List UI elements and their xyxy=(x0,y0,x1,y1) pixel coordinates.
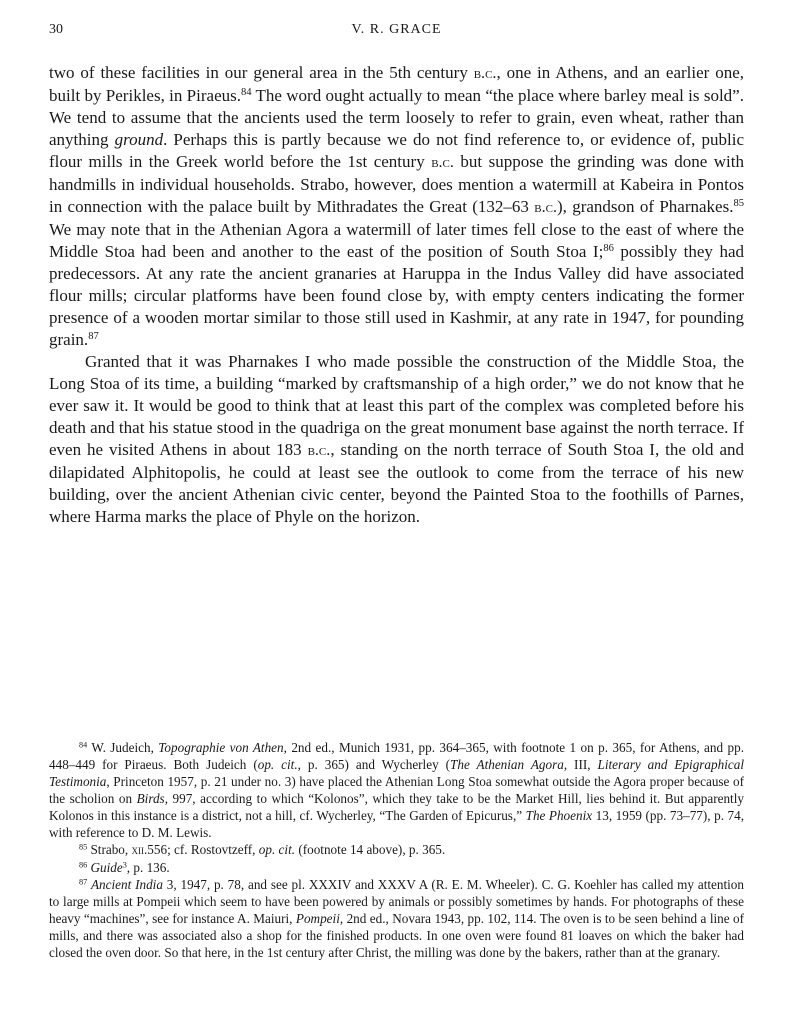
footnote-85: $^{85}$ Strabo, xii.556; cf. Rostovtzeff, op. cit. (footnote 14 above), p. 365. xyxy=(79,842,446,857)
page-number: 30 xyxy=(49,22,63,37)
footnote-ref-87: 87 xyxy=(88,331,99,343)
paragraph-2: Granted that it was Pharnakes I who made possible the construction of the Middle Stoa, the Long Stoa of its time, a building “marked by craftsmanship of a high order,” we do not know that he ever saw it. It would be good to think that at least this part of the complex was completed before his death and that his statue stood in the quadriga on the great monument base against the north terrace. If even he visited Athens in about 183 b.c., standing on the north terrace of South Stoa I, the old and dilapidated Alphitopolis, he could at least see the outlook to come from the terrace of his new building, over the ancient Athenian civic center, beyond the Painted Stoa to the foothills of Parnes, where Harma marks the place of Phyle on the horizon. xyxy=(49,352,744,526)
footnote-ref-85: 85 xyxy=(733,198,744,210)
running-head: V. R. GRACE xyxy=(351,22,442,37)
footnote-87: $^{87}$ Ancient India 3, 1947, p. 78, and see pl. XXXIV and XXXV A (R. E. M. Wheeler). C. G. Koehler has called my attention to large mills at Pompeii which seem to have been powered by animals or possibly sometimes by hands. For photographs of these heavy “machines”, see for instance A. Maiuri, Pompeii, 2nd ed., Novara 1943, pp. 102, 114. The oven is to be seen behind a line of mills, and there was associated also a shop for the finished products. In one oven were found 81 loaves on which the baker had closed the oven door. So that here, in the 1st century after Christ, the milling was done by the bakers, rather than at the granary. xyxy=(49,877,744,960)
page-header xyxy=(49,22,744,44)
footnote-ref-84: 84 xyxy=(240,87,252,99)
footnote-ref-86: 86 xyxy=(603,243,614,255)
paragraph-1: two of these facilities in our general area in the 5th century b.c., one in Athens, and an earlier one, built by Perikles, in Piraeus.$^{84}$ The word ought actually to mean “the place where barley meal is sold”. We tend to assume that the ancients used the term loosely to refer to grain, even wheat, rather than anything ground. Perhaps this is partly because we do not find reference to, or evidence of, public flour mills in the Greek world before the 1st century b.c. but suppose the grinding was done with handmills in individual households. Strabo, however, does mention a watermill at Kabeira in Pontos in connection with the palace built by Mithradates the Great (132–63 b.c.), grandson of Pharnakes.$^{85}$ We may note that in the Athenian Agora a watermill of later times fell close to the east of where the Middle Stoa had been and another to the east of the position of South Stoa I;$^{86}$ possibly they had predecessors. At any rate the ancient granaries at Haruppa in the Indus Valley did have associated flour mills; circular platforms have been found close by, with empty centers indicating the former presence of a wooden mortar similar to those still used in Kashmir, at any rate in 1947, for pounding grain.$^{87}$ xyxy=(49,63,744,349)
footnote-84: $^{84}$ W. Judeich, Topographie von Athen, 2nd ed., Munich 1931, pp. 364–365, with footnote 1 on p. 365, for Athens, and pp. 448–449 for Piraeus. Both Judeich (op. cit., p. 365) and Wycherley (The Athenian Agora, III, Literary and Epigraphical Testimonia, Princeton 1957, p. 21 under no. 3) have placed the Athenian Long Stoa somewhat outside the Agora proper because of the scholion on Birds, 997, according to which “Kolonos”, which they take to be the Market Hill, lies behind it. But apparently Kolonos in this instance is a district, not a hill, cf. Wycherley, “The Garden of Epicurus,” The Phoenix 13, 1959 (pp. 73–77), p. 74, with reference to D. M. Lewis. xyxy=(49,740,744,840)
body-text xyxy=(49,62,744,528)
footnotes xyxy=(49,739,744,961)
footnote-86: $^{86}$ Guide$^3$, p. 136. xyxy=(79,860,170,875)
